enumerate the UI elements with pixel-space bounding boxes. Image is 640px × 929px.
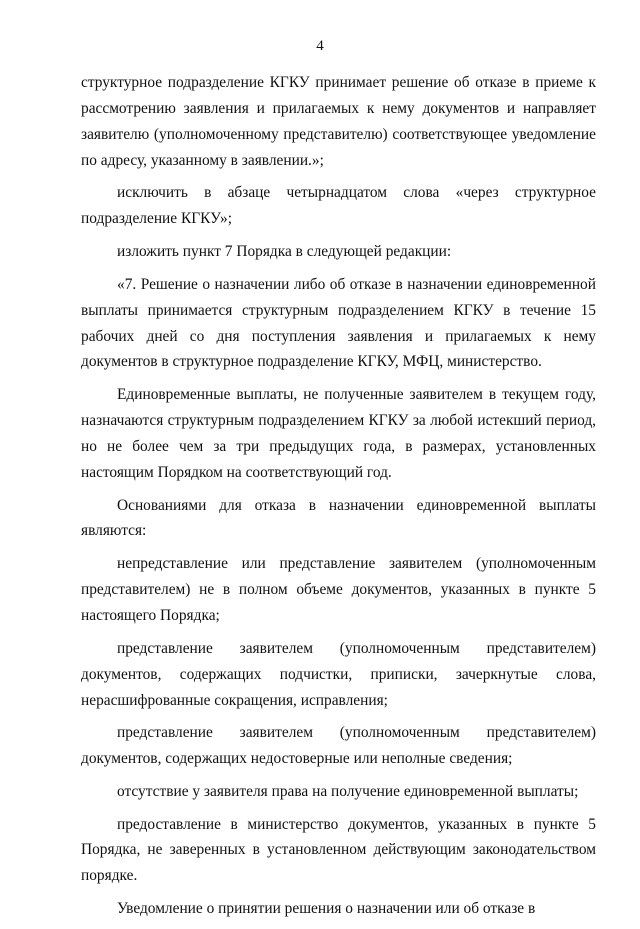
paragraph: отсутствие у заявителя права на получение единовременной выплаты; (117, 782, 579, 800)
paragraph: исключить в абзаце четырнадцатом слова «через структурное подразделение КГКУ»; (81, 184, 596, 228)
paragraph: структурное подразделение КГКУ принимает решение об отказе в приеме к рассмотрению заявления и прилагаемых к нему документов и направляет заявителю (уполномоченному представителю) соответствующее уведомление по адресу, указанному в заявлении.»; (81, 74, 596, 169)
paragraph: представление заявителем (уполномоченным представителем) документов, содержащих подчистки, приписки, зачеркнутые слова, нерасшифрованные сокращения, исправления; (81, 639, 596, 709)
paragraph: Уведомление о принятии решения о назначении или об отказе в (117, 900, 536, 918)
paragraph: непредставление или представление заявителем (уполномоченным представителем) не в полном объеме документов, указанных в пункте 5 настоящего Порядка; (81, 555, 596, 624)
paragraph: «7. Решение о назначении либо об отказе в назначении единовременной выплаты принимается структурным подразделением КГКУ в течение 15 рабочих дней со дня поступления заявления и прилагаемых к нему документов в структурное подразделение КГКУ, МФЦ, министерство. (81, 275, 596, 371)
paragraph: изложить пункт 7 Порядка в следующей редакции: (117, 243, 452, 261)
paragraph: представление заявителем (уполномоченным представителем) документов, содержащих недостоверные или неполные сведения; (81, 724, 596, 768)
page-number: 4 (316, 38, 324, 54)
paragraph: Единовременные выплаты, не полученные заявителем в текущем году, назначаются структурным подразделением КГКУ за любой истекший период, но не более чем за три предыдущих года, в размерах, установленных настоящим Порядком на соответствующий год. (81, 386, 596, 481)
paragraph: предоставление в министерство документов, указанных в пункте 5 Порядка, не заверенных в установленном действующим законодательством порядке. (81, 815, 596, 885)
document-body (81, 70, 596, 929)
paragraph: Основаниями для отказа в назначении единовременной выплаты являются: (81, 496, 596, 540)
